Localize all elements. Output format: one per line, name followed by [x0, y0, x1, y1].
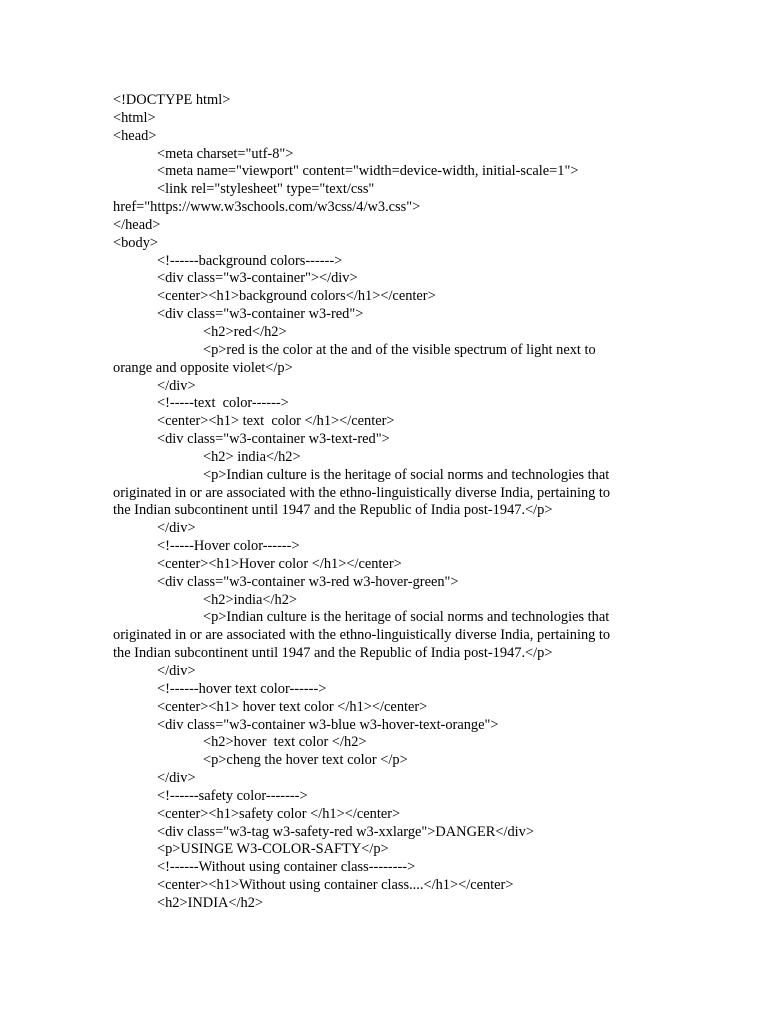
code-line: <div class="w3-tag w3-safety-red w3-xxlarge">DANGER</div>: [157, 823, 534, 840]
code-line: <meta charset="utf-8">: [157, 145, 294, 162]
code-line: <center><h1> hover text color </h1></center>: [157, 698, 428, 715]
code-line: originated in or are associated with the ethno-linguistically diverse India, pertaining to: [113, 627, 611, 644]
code-line: <!-----text color------>: [157, 395, 289, 412]
code-line: orange and opposite violet</p>: [113, 359, 293, 376]
code-line: <!------Without using container class-------->: [157, 859, 416, 876]
code-line: <div class="w3-container"></div>: [157, 270, 358, 287]
code-line: <center><h1> text color </h1></center>: [157, 413, 395, 430]
code-line: <!------background colors------>: [157, 252, 343, 269]
code-line: <div class="w3-container w3-text-red">: [157, 431, 390, 448]
code-line: </div>: [157, 663, 196, 679]
code-line: <p>Indian culture is the heritage of social norms and technologies that: [203, 609, 610, 626]
code-line: <center><h1>Hover color </h1></center>: [157, 555, 402, 572]
code-line: </div>: [157, 377, 196, 394]
code-line: <body>: [113, 234, 159, 251]
code-line: <div class="w3-container w3-red">: [157, 306, 364, 323]
code-line: the Indian subcontinent until 1947 and the Republic of India post-1947.</p>: [113, 502, 553, 519]
code-line: <div class="w3-container w3-blue w3-hover-text-orange">: [157, 716, 499, 733]
code-line: <h2>red</h2>: [203, 323, 287, 340]
code-line: <p>red is the color at the and of the visible spectrum of light next to: [203, 341, 596, 358]
code-line: </div>: [157, 520, 196, 537]
code-line: <p>Indian culture is the heritage of social norms and technologies that: [203, 466, 610, 483]
code-line: <h2>INDIA</h2>: [157, 894, 264, 911]
code-line: <link rel="stylesheet" type="text/css": [157, 181, 375, 198]
code-line: <p>USINGE W3-COLOR-SAFTY</p>: [157, 841, 389, 858]
code-line: <head>: [113, 127, 157, 144]
code-listing: [113, 92, 658, 913]
code-line: <!-----Hover color------>: [157, 538, 300, 555]
code-line: <!DOCTYPE html>: [113, 92, 231, 108]
code-line: <center><h1>Without using container class....</h1></center>: [157, 877, 514, 894]
code-line: <div class="w3-container w3-red w3-hover-green">: [157, 573, 459, 590]
code-line: </head>: [113, 216, 161, 233]
code-line: <center><h1>safety color </h1></center>: [157, 805, 401, 822]
code-line: <!------safety color------->: [157, 787, 308, 804]
code-line: <h2>hover text color </h2>: [203, 734, 367, 751]
code-line: <p>cheng the hover text color </p>: [203, 752, 408, 769]
code-line: <h2> india</h2>: [203, 448, 301, 465]
code-line: <meta name="viewport" content="width=device-width, initial-scale=1">: [157, 163, 579, 180]
code-line: <!------hover text color------>: [157, 680, 327, 697]
code-line: originated in or are associated with the ethno-linguistically diverse India, pertaining to: [113, 484, 611, 501]
code-line: the Indian subcontinent until 1947 and the Republic of India post-1947.</p>: [113, 645, 553, 662]
code-line: <center><h1>background colors</h1></center>: [157, 288, 436, 305]
code-line: <html>: [113, 109, 156, 126]
code-line: href="https://www.w3schools.com/w3css/4/w3.css">: [113, 199, 421, 216]
code-line: </div>: [157, 770, 196, 787]
code-line: <h2>india</h2>: [203, 591, 298, 608]
